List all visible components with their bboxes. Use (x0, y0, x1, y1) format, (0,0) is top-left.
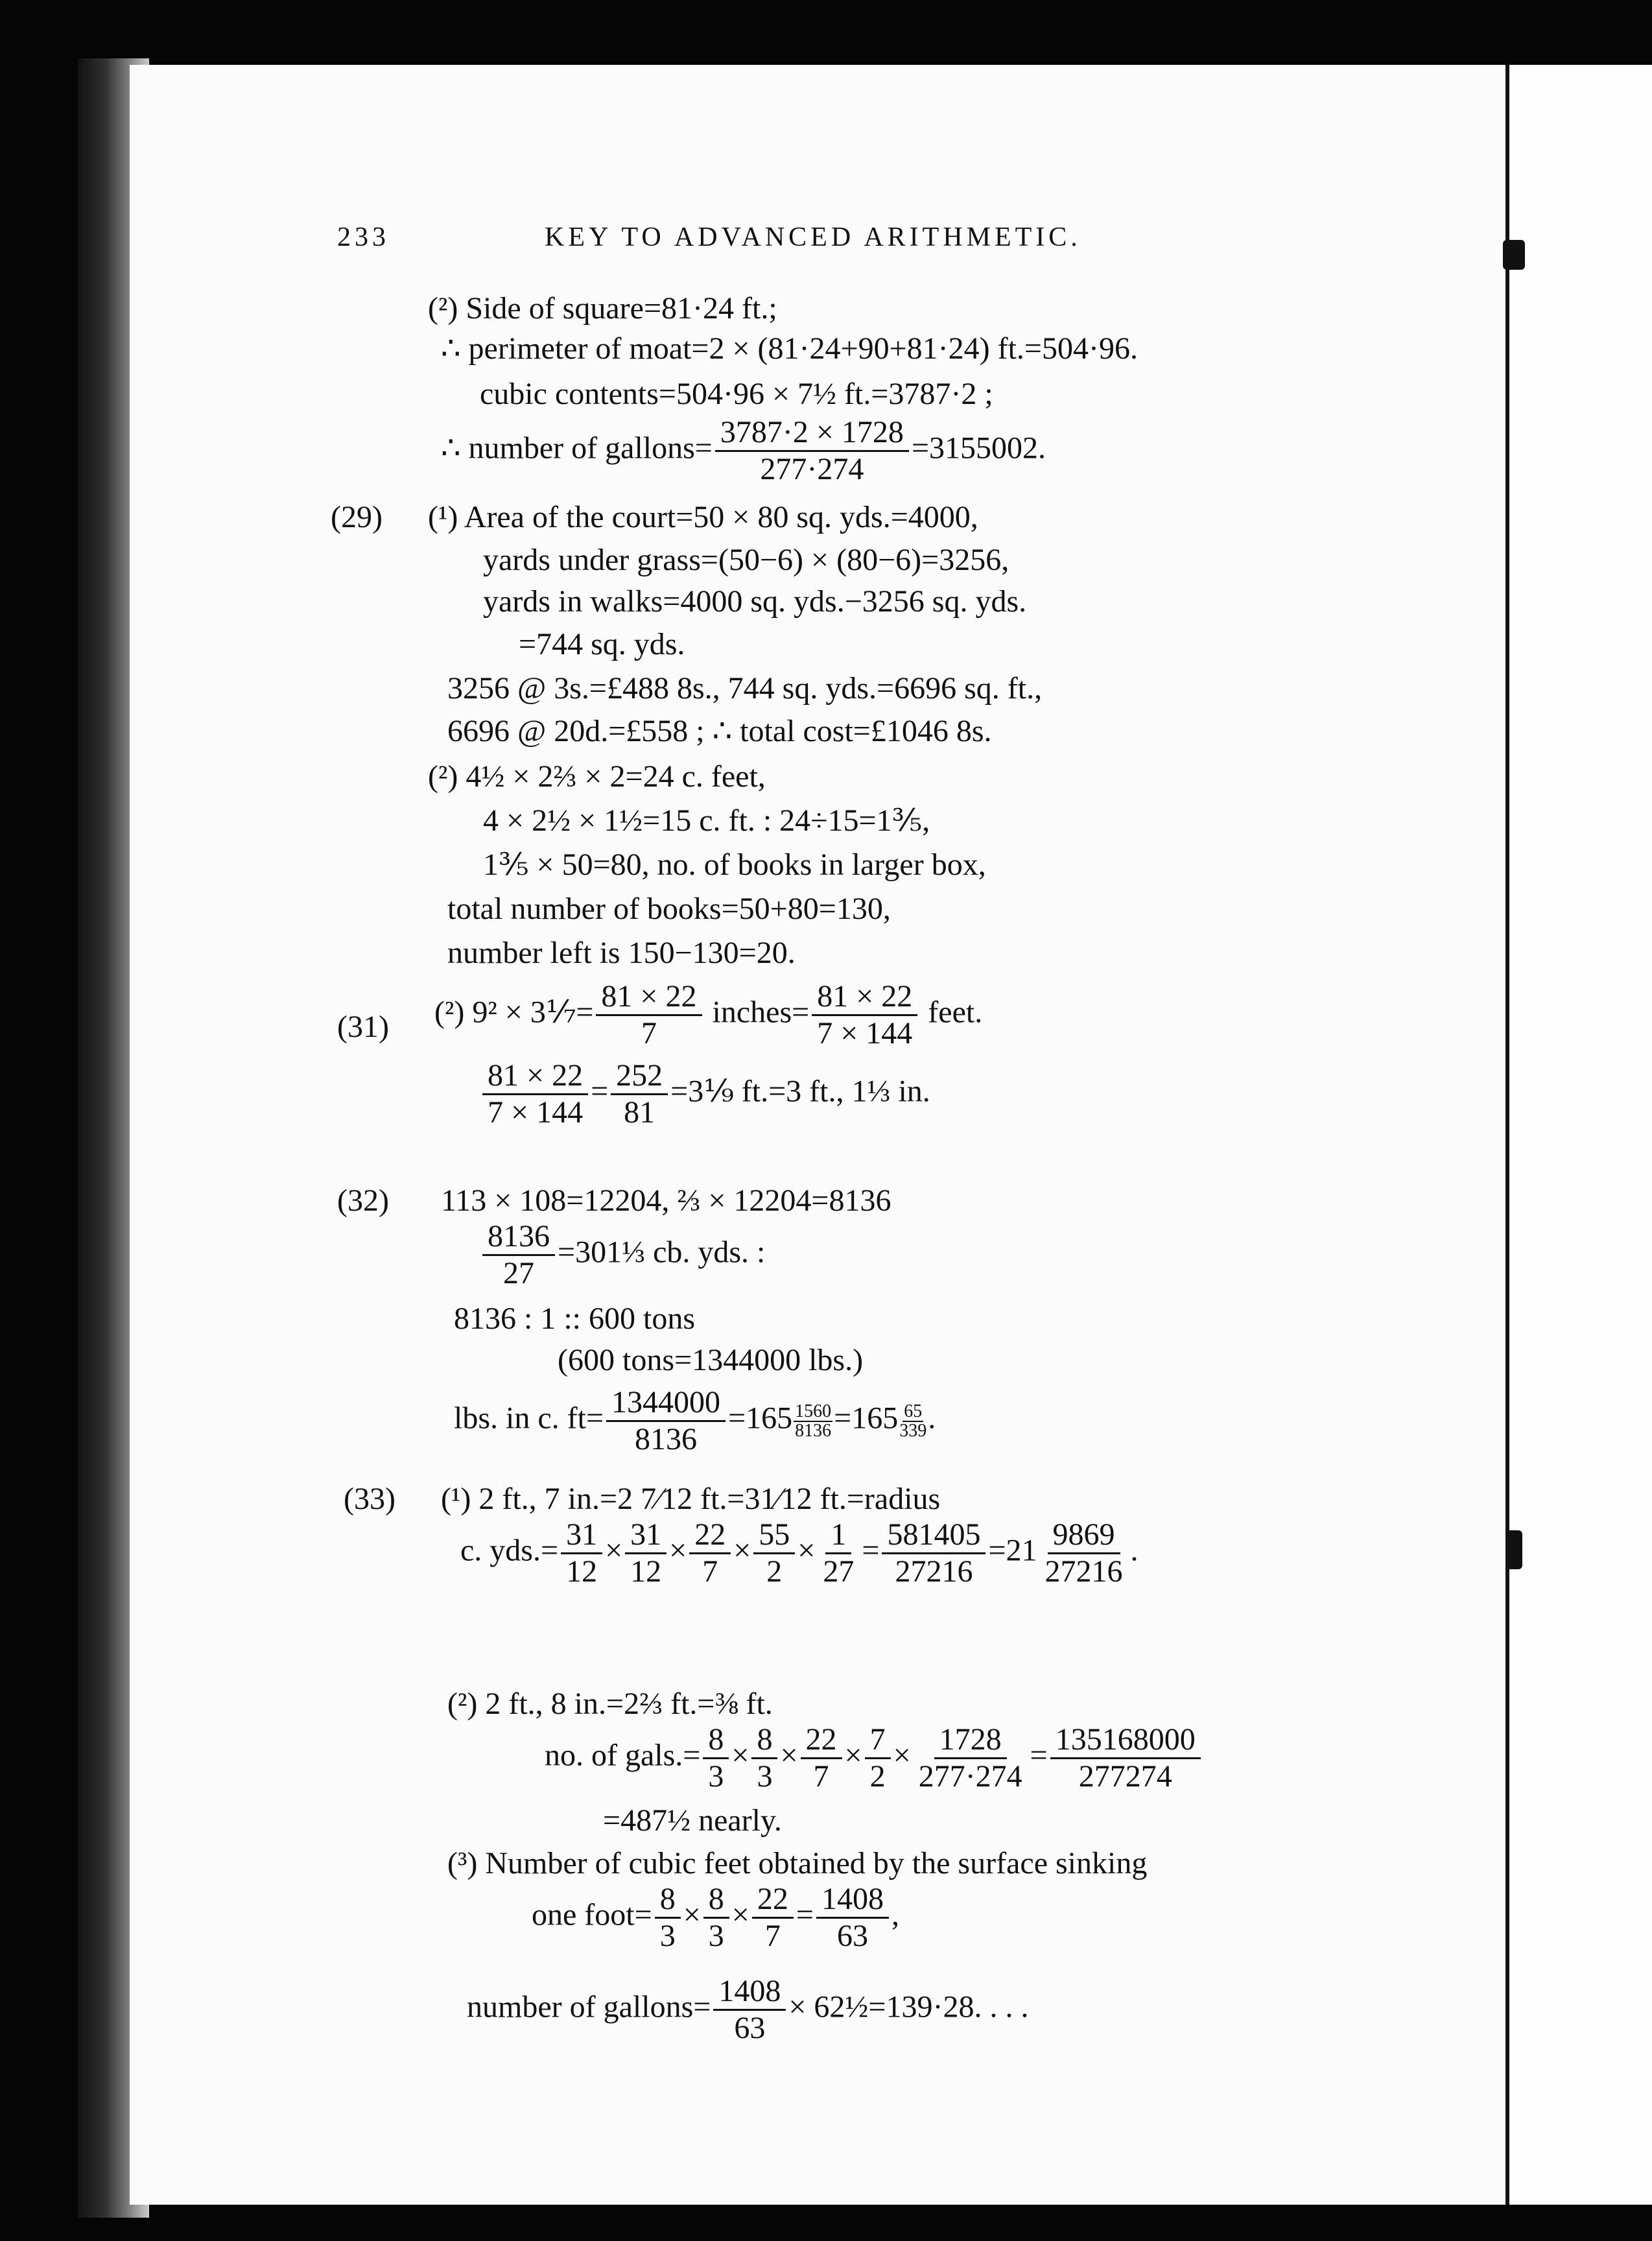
fraction: $\frac{3787\cdot 2 \times 1728}{277\cdot 274}$ (715, 415, 909, 487)
sec33-line5: =487½ nearly. (603, 1803, 782, 1838)
fraction: $\frac{22}{7}$ (801, 1722, 842, 1794)
sec33-line7: one foot= $\frac{8}{3}$ × $\frac{8}{3}$ × $\frac{22}{7}$ = $\frac{1408}{63}$ , (532, 1882, 899, 1953)
small-fraction: $\frac{1560}{8136}$ (795, 1401, 832, 1441)
sec29-line9: 1⅗ × 50=80, no. of books in larger box, (483, 848, 986, 882)
fraction: $\frac{8}{3}$ (751, 1722, 777, 1794)
fraction: $\frac{8}{3}$ (703, 1722, 729, 1794)
small-fraction: $\frac{65}{339}$ (899, 1401, 927, 1441)
fraction: $\frac{8}{3}$ (703, 1882, 729, 1954)
sec29-line3: yards in walks=4000 sq. yds.−3256 sq. yds. (483, 584, 1027, 619)
sec29-line6: 6696 @ 20d.=£558 ; ∴ total cost=£1046 8s. (447, 714, 992, 748)
fraction: $\frac{81 \times 22}{7 \times 144}$ (482, 1058, 588, 1130)
sec33-line8: number of gallons= $\frac{1408}{63}$ × 62½=139·28. . . . (467, 1974, 1029, 2045)
sec32-line4: (600 tons=1344000 lbs.) (558, 1343, 864, 1377)
sec31-number: (31) (337, 1010, 389, 1044)
sec29-line1: (¹) Area of the court=50 × 80 sq. yds.=4000, (428, 500, 978, 534)
fraction: $\frac{31}{12}$ (625, 1517, 667, 1589)
fraction: $\frac{9869}{27216}$ (1044, 1517, 1123, 1589)
sec33-number: (33) (344, 1482, 395, 1516)
binding-clip (1505, 1530, 1522, 1569)
fraction: $\frac{55}{2}$ (753, 1517, 795, 1589)
fraction: $\frac{7}{2}$ (865, 1722, 891, 1794)
fraction: $\frac{1408}{63}$ (816, 1882, 889, 1954)
sec32-line5: lbs. in c. ft= $\frac{1344000}{8136}$ =165 $\frac{1560}{8136}$ =165 $\frac{65}{339}$ . (454, 1385, 936, 1456)
sec28-line1: (²) Side of square=81·24 ft.; (428, 291, 777, 326)
sec32-line3: 8136 : 1 :: 600 tons (454, 1301, 696, 1336)
fraction: $\frac{581405}{27216}$ (882, 1517, 985, 1589)
sec33-line4: no. of gals.= $\frac{8}{3}$ × $\frac{8}{3}$ × $\frac{22}{7}$ × $\frac{7}{2}$ × $\frac{1728}{277\cdot 274}$ = $\frac{135168000}{277274}$ (545, 1722, 1203, 1794)
page-fold-line (1505, 65, 1509, 2205)
fraction: $\frac{135168000}{277274}$ (1050, 1722, 1201, 1794)
sec33-line3: (²) 2 ft., 8 in.=2⅔ ft.=⅜ ft. (447, 1687, 773, 1721)
fraction: $\frac{1408}{63}$ (713, 1974, 786, 2046)
fraction: $\frac{1728}{277\cdot 274}$ (918, 1722, 1022, 1794)
binding-clip (1503, 240, 1525, 270)
sec32-line1: 113 × 108=12204, ⅔ × 12204=8136 (441, 1183, 891, 1218)
sec33-line6: (³) Number of cubic feet obtained by the surface sinking (447, 1846, 1148, 1880)
fraction: $\frac{252}{81}$ (611, 1058, 668, 1130)
sec29-line5: 3256 @ 3s.=£488 8s., 744 sq. yds.=6696 sq. ft., (447, 671, 1043, 706)
page-number: 233 (337, 222, 390, 252)
fraction: $\frac{31}{12}$ (561, 1517, 602, 1589)
sec31-line2: $\frac{81 \times 22}{7 \times 144}$ = $\frac{252}{81}$ =3⅑ ft.=3 ft., 1⅓ in. (480, 1058, 930, 1130)
sec29-line2: yards under grass=(50−6) × (80−6)=3256, (483, 543, 1009, 577)
sec28-line2: ∴ perimeter of moat=2 × (81·24+90+81·24) ft.=504·96. (441, 331, 1138, 366)
fraction: $\frac{8136}{27}$ (482, 1219, 555, 1291)
sec33-line1: (¹) 2 ft., 7 in.=2 7⁄12 ft.=31⁄12 ft.=radius (441, 1482, 941, 1516)
sec29-line10: total number of books=50+80=130, (447, 892, 891, 926)
fraction: $\frac{1344000}{8136}$ (606, 1385, 726, 1457)
sec31-line1: (²) 9² × 3⅐= $\frac{81 \times 22}{7}$ inches= $\frac{81 \times 22}{7 \times 144}$ feet. (434, 979, 983, 1050)
fraction: $\frac{8}{3}$ (655, 1882, 681, 1954)
sec33-line2: c. yds.= $\frac{31}{12}$ × $\frac{31}{12}$ × $\frac{22}{7}$ × $\frac{55}{2}$ × $\frac{1}{27}$ = $\frac{581405}{27216}$ =21 $\frac{9869}{27216}$ . (460, 1517, 1139, 1589)
sec28-line3: cubic contents=504·96 × 7½ ft.=3787·2 ; (480, 377, 993, 411)
sec29-line8: 4 × 2½ × 1½=15 c. ft. : 24÷15=1⅗, (483, 803, 930, 838)
sec29-line11: number left is 150−130=20. (447, 936, 796, 970)
facing-page-edge (1511, 65, 1652, 2205)
sec29-number: (29) (331, 500, 383, 534)
fraction: $\frac{81 \times 22}{7 \times 144}$ (812, 979, 917, 1051)
sec32-line2: $\frac{8136}{27}$ =301⅓ cb. yds. : (480, 1219, 765, 1291)
running-title: KEY TO ADVANCED ARITHMETIC. (545, 222, 1081, 252)
sec28-line4: ∴ number of gallons= $\frac{3787\cdot 2 \times 1728}{277\cdot 274}$ =3155002. (441, 415, 1046, 486)
fraction: $\frac{22}{7}$ (752, 1882, 794, 1954)
sec32-number: (32) (337, 1183, 389, 1218)
sec29-line4: =744 sq. yds. (519, 627, 685, 661)
fraction: $\frac{81 \times 22}{7}$ (596, 979, 702, 1051)
fraction: $\frac{1}{27}$ (823, 1517, 855, 1589)
fraction: $\frac{22}{7}$ (689, 1517, 731, 1589)
sec29-line7: (²) 4½ × 2⅔ × 2=24 c. feet, (428, 759, 766, 794)
book-page (130, 65, 1517, 2205)
